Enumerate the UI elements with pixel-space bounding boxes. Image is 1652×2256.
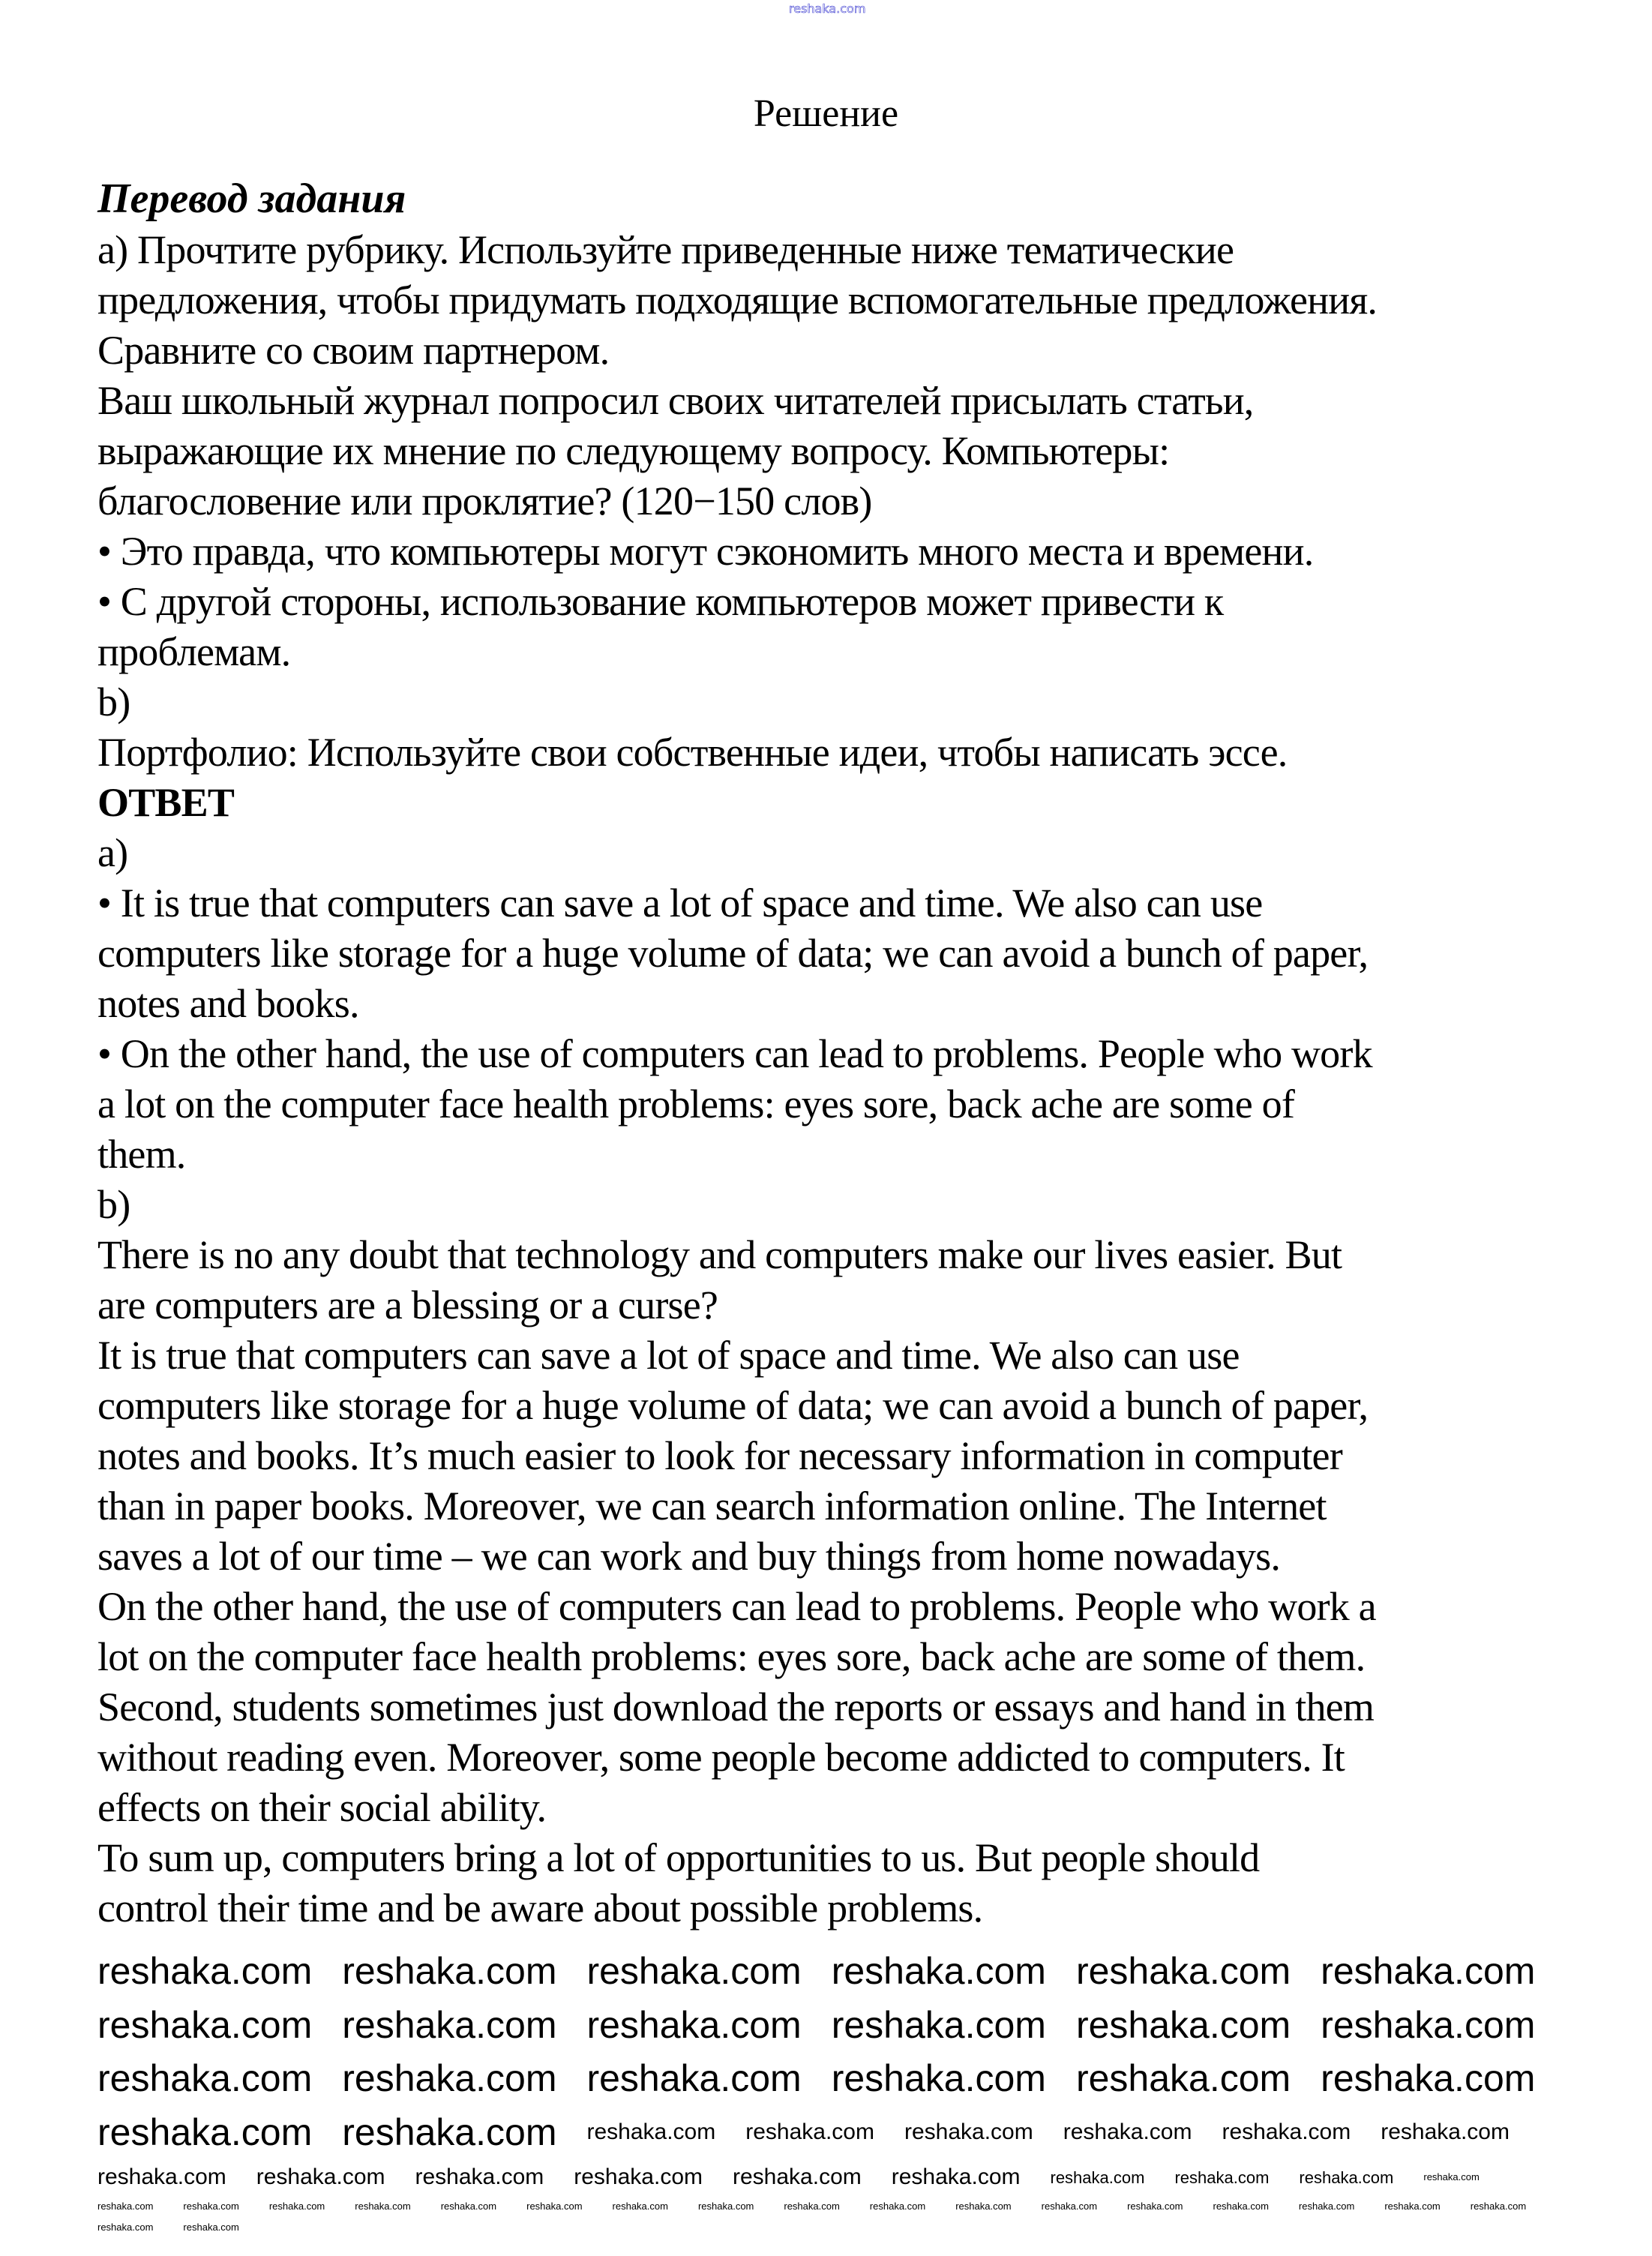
watermark: reshaka.com xyxy=(1321,2003,1536,2046)
page-title: Решение xyxy=(753,92,899,135)
watermark: reshaka.com xyxy=(1222,2120,1351,2144)
watermark: reshaka.com xyxy=(1384,2200,1441,2212)
watermark: reshaka.com xyxy=(586,2120,716,2144)
watermark: reshaka.com xyxy=(1470,2200,1527,2212)
watermark: reshaka.com xyxy=(342,2057,557,2099)
text-line: предложения, чтобы придумать подходящие вспомогательные предложения. xyxy=(97,278,1378,322)
watermark: reshaka.com xyxy=(1075,1950,1291,1992)
text-line: effects on their social ability. xyxy=(97,1785,547,1830)
watermark: reshaka.com xyxy=(831,1950,1046,1992)
text-line: b) xyxy=(97,680,130,724)
watermark: reshaka.com xyxy=(869,2200,926,2212)
watermark: reshaka.com xyxy=(342,1950,557,1992)
text-line: проблемам. xyxy=(97,629,291,674)
watermark: reshaka.com xyxy=(1063,2120,1192,2144)
watermark: reshaka.com xyxy=(1075,2003,1291,2046)
text-line: a) xyxy=(97,830,128,875)
watermark: reshaka.com xyxy=(342,2003,557,2046)
watermark: reshaka.com xyxy=(745,2120,874,2144)
watermark: reshaka.com xyxy=(955,2200,1012,2212)
watermark: reshaka.com xyxy=(784,2200,840,2212)
text-line: благословение или проклятие? (120−150 слов) xyxy=(97,478,872,524)
watermark: reshaka.com xyxy=(574,2164,703,2189)
watermark: reshaka.com xyxy=(183,2222,239,2234)
watermark: reshaka.com xyxy=(526,2200,583,2212)
watermark: reshaka.com xyxy=(1041,2200,1098,2212)
watermark: reshaka.com xyxy=(1050,2168,1145,2187)
text-line: • Это правда, что компьютеры могут сэкономить много места и времени. xyxy=(97,529,1314,574)
watermark: reshaka.com xyxy=(1075,2057,1291,2099)
text-line: lot on the computer face health problems: eyes sore, back ache are some of them. xyxy=(97,1634,1366,1679)
text-line: them. xyxy=(97,1132,186,1177)
text-line: • It is true that computers can save a lot of space and time. We also can use xyxy=(97,880,1263,926)
text-line: computers like storage for a huge volume of data; we can avoid a bunch of paper, xyxy=(97,1383,1369,1428)
watermark: reshaka.com xyxy=(586,2003,802,2046)
translation-heading: Перевод задания xyxy=(97,176,406,222)
text-line: выражающие их мнение по следующему вопросу. Компьютеры: xyxy=(97,428,1170,473)
text-line: saves a lot of our time – we can work and buy things from home nowadays. xyxy=(97,1534,1281,1579)
text-line: On the other hand, the use of computers can lead to problems. People who work a xyxy=(97,1584,1376,1629)
text-line: computers like storage for a huge volume of data; we can avoid a bunch of paper, xyxy=(97,931,1369,976)
text-line: а) Прочтите рубрику. Используйте приведенные ниже тематические xyxy=(97,227,1234,272)
watermark: reshaka.com xyxy=(97,2222,154,2234)
text-line: • С другой стороны, использование компьютеров может привести к xyxy=(97,579,1224,624)
watermarks xyxy=(97,1950,1555,2256)
watermark: reshaka.com xyxy=(586,2057,802,2099)
text-line: than in paper books. Moreover, we can search information online. The Internet xyxy=(97,1484,1327,1528)
watermark: reshaka.com xyxy=(891,2164,1021,2189)
watermark: reshaka.com xyxy=(1381,2120,1510,2144)
text-line: control their time and be aware about possible problems. xyxy=(97,1886,983,1930)
watermark: reshaka.com xyxy=(1321,1950,1536,1992)
text-line: It is true that computers can save a lot of space and time. We also can use xyxy=(97,1333,1240,1378)
watermark: reshaka.com xyxy=(586,1950,802,1992)
watermark: reshaka.com xyxy=(342,2110,557,2153)
text-line: Ваш школьный журнал попросил своих читателей присылать статьи, xyxy=(97,378,1254,423)
watermark-top: reshaka.com xyxy=(789,2,866,16)
watermark: reshaka.com xyxy=(268,2200,325,2212)
watermark: reshaka.com xyxy=(97,2200,154,2212)
text-line: a lot on the computer face health problems: eyes sore, back ache are some of xyxy=(97,1082,1295,1126)
text-line: There is no any doubt that technology and computers make our lives easier. But xyxy=(97,1232,1342,1277)
watermark: reshaka.com xyxy=(1299,2168,1394,2187)
watermark: reshaka.com xyxy=(256,2164,385,2189)
watermark: reshaka.com xyxy=(612,2200,668,2212)
watermark: reshaka.com xyxy=(1213,2200,1269,2212)
text-line: notes and books. xyxy=(97,981,359,1026)
watermark: reshaka.com xyxy=(415,2164,544,2189)
text-line: are computers are a blessing or a curse? xyxy=(97,1282,718,1328)
watermark: reshaka.com xyxy=(1423,2170,1480,2182)
watermark: reshaka.com xyxy=(97,2057,313,2099)
watermark: reshaka.com xyxy=(355,2200,411,2212)
watermark: reshaka.com xyxy=(1321,2057,1536,2099)
text-line: • On the other hand, the use of computers can lead to problems. People who work xyxy=(97,1031,1372,1076)
watermark: reshaka.com xyxy=(697,2200,754,2212)
watermark: reshaka.com xyxy=(97,2164,226,2189)
watermark: reshaka.com xyxy=(97,2003,313,2046)
text-line: notes and books. It’s much easier to look for necessary information in computer xyxy=(97,1433,1342,1478)
text-line: b) xyxy=(97,1182,130,1227)
watermark: reshaka.com xyxy=(97,1950,313,1992)
watermark: reshaka.com xyxy=(733,2164,862,2189)
watermark: reshaka.com xyxy=(97,2110,313,2153)
watermark: reshaka.com xyxy=(183,2200,239,2212)
watermark: reshaka.com xyxy=(1298,2200,1355,2212)
watermark: reshaka.com xyxy=(1127,2200,1183,2212)
watermark: reshaka.com xyxy=(904,2120,1033,2144)
answer-heading: ОТВЕТ xyxy=(97,780,235,825)
text-line: Second, students sometimes just download the reports or essays and hand in them xyxy=(97,1684,1375,1730)
watermark: reshaka.com xyxy=(831,2003,1046,2046)
watermark: reshaka.com xyxy=(1174,2168,1270,2187)
text-line: Портфолио: Используйте свои собственные идеи, чтобы написать эссе. xyxy=(97,730,1288,775)
text-line: Сравните со своим партнером. xyxy=(97,328,610,373)
text-line: without reading even. Moreover, some people become addicted to computers. It xyxy=(97,1735,1345,1780)
watermark: reshaka.com xyxy=(440,2200,497,2212)
watermark: reshaka.com xyxy=(831,2057,1046,2099)
text-line: To sum up, computers bring a lot of opportunities to us. But people should xyxy=(97,1835,1260,1880)
